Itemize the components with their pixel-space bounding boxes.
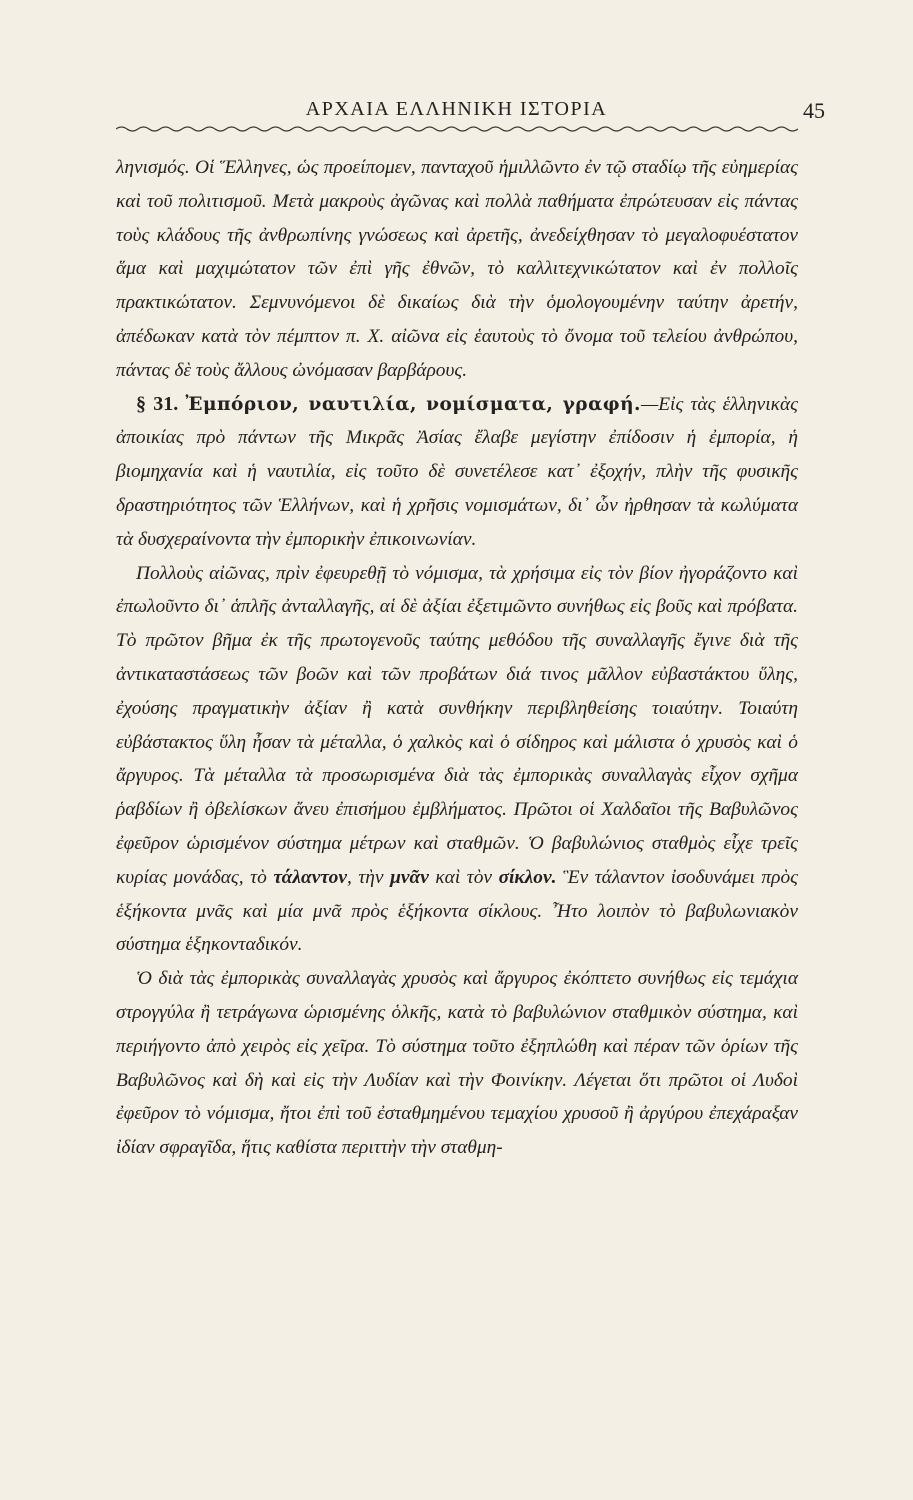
paragraph-2-section-31	[116, 388, 798, 557]
section-number: § 31.	[136, 392, 179, 415]
section-title: Ἐμπόριον, ναυτιλία, νομίσματα, γραφή.	[185, 393, 641, 415]
paragraph-3-text-b: Ἓν τάλαντον ἰσοδυνάμει πρὸς ἑξήκοντα μνᾶς καὶ μία μνᾶ πρὸς ἑξήκοντα σίκλους. Ἦτο λοιπὸν τὸ βαβυλωνιακὸν σύστημα ἑξηκονταδικόν.	[116, 866, 799, 956]
term-mnan: μνᾶν	[390, 866, 429, 888]
term-siklon: σίκλον.	[498, 866, 557, 888]
decorative-wavy-rule	[116, 122, 798, 136]
section-body-text: —Εἰς τὰς ἑλληνικὰς ἀποικίας πρὸ πάντων τῆς Μικρᾶς Ἀσίας ἔλαβε μεγίστην ἐπίδοσιν ἡ ἐμπορία, ἡ βιομηχανία καὶ ἡ ναυτιλία, εἰς τοῦτο δὲ συνετέλεσε κατ᾽ ἐξοχήν, πλὴν τῆς φυσικῆς δραστηριότητος τῶν Ἑλλήνων, καὶ ἡ χρῆσις νομισμάτων, δι᾽ ὧν ἠρθησαν τὰ κωλύματα τὰ δυσχεραίνοντα τὴν ἐμπορικὴν ἐπικοινωνίαν.	[116, 393, 798, 550]
paragraph-3	[116, 557, 798, 963]
body-text	[116, 151, 798, 1165]
paragraph-3-sep-1: , τὴν	[346, 866, 384, 888]
paragraph-3-text-a: Πολλοὺς αἰῶνας, πρὶν ἐφευρεθῇ τὸ νόμισμα, τὰ χρήσιμα εἰς τὸν βίον ἠγοράζοντο καὶ ἐπωλοῦντο δι᾽ ἁπλῆς ἀνταλλαγῆς, αἱ δὲ ἀξίαι ἐξετιμῶντο συνήθως εἰς βοῦς καὶ πρόβατα. Τὸ πρῶτον βῆμα ἐκ τῆς πρωτογενοῦς ταύτης μεθόδου τῆς συναλλαγῆς ἔγινε διὰ τῆς ἀντικαταστάσεως τῶν βοῶν καὶ τῶν προβάτων διά τινος μᾶλλον εὐβαστάκτου ὕλης, ἐχούσης πραγματικὴν ἀξίαν ἢ κατὰ συνθήκην περιβληθείσης τοιαύτην. Τοιαύτη εὐβάστακτος ὕλη ἦσαν τὰ μέταλλα, ὁ χαλκὸς καὶ ὁ σίδηρος καὶ μάλιστα ὁ χρυσὸς καὶ ὁ ἄργυρος. Τὰ μέταλλα τὰ προσωρισμένα διὰ τὰς ἐμπορικὰς συναλλαγὰς εἶχον σχῆμα ῥαβδίων ἢ ὀβελίσκων ἄνευ ἐπισήμου ἐμβλήματος. Πρῶτοι οἱ Χαλδαῖοι τῆς Βαβυλῶνος ἐφεῦρον ὡρισμένον σύστημα μέτρων καὶ σταθμῶν. Ὁ βαβυλώνιος σταθμὸς εἶχε τρεῖς κυρίας μονάδας, τὸ	[116, 562, 798, 888]
running-head-title: ΑΡΧΑΙΑ ΕΛΛΗΝΙΚΗ ΙΣΤΟΡΙΑ	[305, 98, 608, 120]
page-number: 45	[803, 98, 825, 123]
paragraph-4: Ὁ διὰ τὰς ἐμπορικὰς συναλλαγὰς χρυσὸς καὶ ἄργυρος ἐκόπτετο συνήθως εἰς τεμάχια στρογγύλα ἢ τετράγωνα ὡρισμένης ὁλκῆς, κατὰ τὸ βαβυλώνιον σταθμικὸν σύστημα, καὶ περιήγοντο ἀπὸ χειρὸς εἰς χεῖρα. Τὸ σύστημα τοῦτο ἐξηπλώθη καὶ πέραν τῶν ὁρίων τῆς Βαβυλῶνος καὶ δὴ καὶ εἰς τὴν Λυδίαν καὶ τὴν Φοινίκην. Λέγεται ὅτι πρῶτοι οἱ Λυδοὶ ἐφεῦρον τὸ νόμισμα, ἤτοι ἐπὶ τοῦ ἐσταθμημένου τεμαχίου χρυσοῦ ἢ ἀργύρου ἐπεχάραξαν ἰδίαν σφραγῖδα, ἥτις καθίστα περιττὴν τὴν σταθμη-	[116, 968, 798, 1159]
paragraph-1: ληνισμός. Οἱ Ἕλληνες, ὡς προείπομεν, πανταχοῦ ἡμιλλῶντο ἐν τῷ σταδίῳ τῆς εὐημερίας καὶ τοῦ πολιτισμοῦ. Μετὰ μακροὺς ἀγῶνας καὶ πολλὰ παθήματα ἐπρώτευσαν εἰς πάντας τοὺς κλάδους τῆς ἀνθρωπίνης γνώσεως καὶ ἀρετῆς, ἀνεδείχθησαν τὸ μεγαλοφυέστατον ἅμα καὶ μαχιμώτατον τῶν ἐπὶ γῆς ἐθνῶν, τὸ καλλιτεχνικώτατον καὶ ἐν πολλοῖς πρακτικώτατον. Σεμνυνόμενοι δὲ δικαίως διὰ τὴν ὁμολογουμένην ταύτην ἀρετήν, ἀπέδωκαν κατὰ τὸν πέμπτον π. Χ. αἰῶνα εἰς ἑαυτοὺς τὸ ὄνομα τοῦ τελείου ἀνθρώπου, πάντας δὲ τοὺς ἄλλους ὠνόμασαν βαρβάρους.	[116, 157, 798, 381]
term-talanton: τάλαντον	[273, 866, 347, 888]
paragraph-3-sep-2: καὶ τὸν	[435, 866, 493, 888]
